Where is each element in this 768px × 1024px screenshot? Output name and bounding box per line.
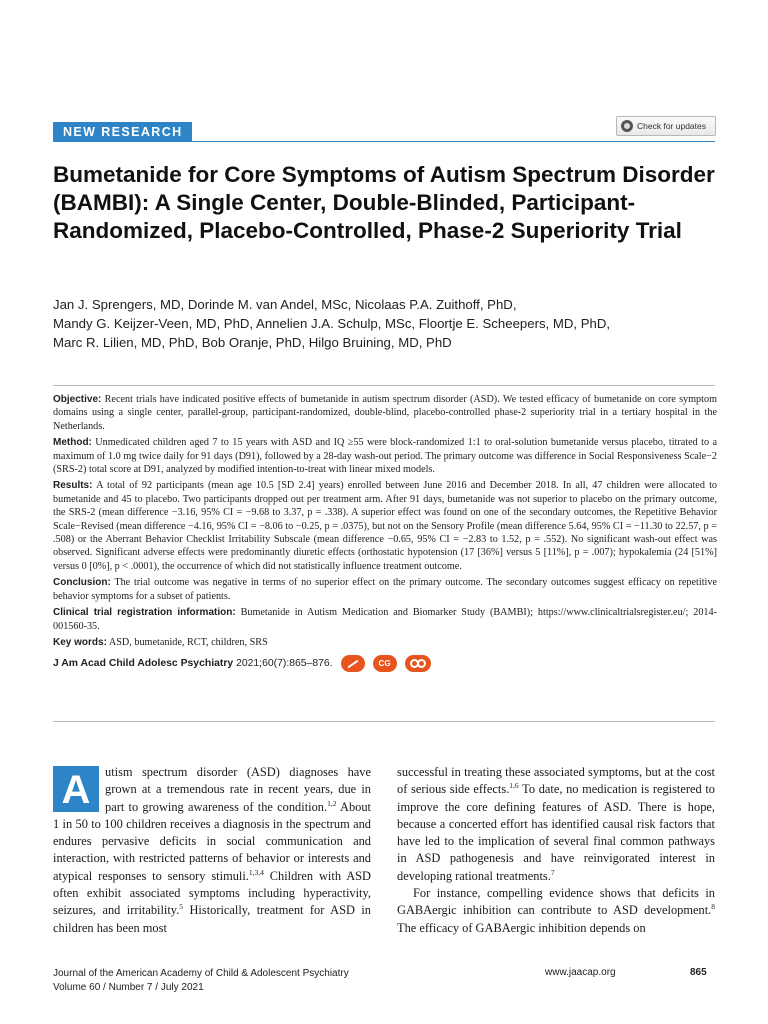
header-divider: [53, 141, 715, 142]
article-title: Bumetanide for Core Symptoms of Autism Spectrum Disorder (BAMBI): A Single Center, Double-Blinded, Participant-Randomized, Placebo-Controlled, Phase-2 Superiority Trial: [53, 162, 715, 243]
abstract-keywords: [53, 636, 717, 649]
abstract-registration: [53, 606, 717, 633]
pen-icon[interactable]: [341, 655, 365, 672]
abstract-top-rule: [53, 385, 715, 386]
objective-text: Recent trials have indicated positive effects of bumetanide in autism spectrum disorder (ASD). We tested efficacy of bumetanide on core symptom domains using a single center, parallel-group, participant-randomized, double-blind, placebo-controlled phase-2 superiority trial in a tertiary hospital in the Netherlands.: [53, 394, 717, 432]
footer-url[interactable]: www.jaacap.org: [545, 967, 616, 978]
authors-line-2: Mandy G. Keijzer-Veen, MD, PhD, Annelien J.A. Schulp, MSc, Floortje E. Scheepers, MD, PhD,: [53, 316, 611, 331]
reference[interactable]: 7: [550, 867, 555, 877]
section-badge: NEW RESEARCH: [53, 122, 192, 142]
authors-line-1: Jan J. Sprengers, MD, Dorinde M. van Andel, MSc, Nicolaas P.A. Zuithoff, PhD,: [53, 297, 517, 312]
paragraph: [397, 885, 715, 937]
body-column-right: [397, 764, 715, 937]
citation-text: [53, 657, 333, 670]
check-for-updates-button[interactable]: [616, 116, 716, 136]
body-text: utism spectrum disorder (ASD) diagnoses have grown at a tremendous rate in recent years, due in part to growing awareness of the condition.: [105, 765, 371, 814]
abstract-bottom-rule: [53, 721, 715, 722]
reference[interactable]: 8: [711, 902, 715, 912]
cg-icon[interactable]: CG: [373, 655, 397, 672]
citation-line: [53, 655, 717, 672]
page-number: 865: [690, 967, 707, 978]
registration-label: Clinical trial registration information:: [53, 607, 236, 619]
author-list: [53, 295, 723, 352]
body-column-left: [53, 764, 371, 937]
abstract-results: [53, 479, 717, 573]
paragraph: [397, 764, 715, 885]
results-label: Results:: [53, 480, 93, 492]
body-text: About 1 in 50 to 100 children receives a diagnosis in the spectrum and endures pervasive deficits in social communication and interaction, with restricted patterns of behavior or interests and atypical responses to sensory stimuli.: [53, 799, 371, 883]
abstract-conclusion: [53, 576, 717, 603]
body-text: Children with ASD often exhibit associated symptoms including hyperactivity, seizures, and irritability.: [53, 868, 371, 918]
abstract-objective: [53, 393, 717, 433]
authors-line-3: Marc R. Lilien, MD, PhD, Bob Oranje, PhD, Hilgo Bruining, MD, PhD: [53, 335, 452, 350]
keywords-text: ASD, bumetanide, RCT, children, SRS: [108, 636, 268, 648]
reference[interactable]: 1,6: [509, 781, 519, 791]
keywords-label: Key words:: [53, 636, 107, 648]
body-text: For instance, compelling evidence shows that deficits in GABAergic inhibition can contribute to ASD development.: [397, 886, 715, 918]
abstract-method: [53, 436, 717, 476]
update-icon: [621, 120, 633, 132]
check-for-updates-label: Check for updates: [637, 121, 706, 131]
reference[interactable]: 1,2: [327, 798, 337, 808]
abstract: [53, 393, 717, 672]
reference[interactable]: 1,3,4: [248, 867, 264, 877]
reference[interactable]: 5: [179, 902, 184, 912]
conclusion-label: Conclusion:: [53, 577, 111, 589]
citation-ref: 2021;60(7):865–876.: [236, 658, 333, 670]
registration-text: Bumetanide in Autism Medication and Biomarker Study (BAMBI); https://www.clinicaltrialsregister.eu/; 2014-001560-35.: [53, 607, 718, 632]
footer-issue: Volume 60 / Number 7 / July 2021: [53, 982, 204, 993]
method-label: Method:: [53, 437, 92, 449]
method-text: Unmedicated children aged 7 to 15 years with ASD and IQ ≥55 were block-randomized 1:1 to oral-solution bumetanide versus placebo, titrated to a maximum of 1.0 mg twice daily for 91 days (D91), followed by a 28-day wash-out period. The primary outcome was difference in Social Responsiveness Scale−2 (SRS-2) total score at D91, analyzed by modified intention-to-treat with linear mixed models.: [53, 437, 717, 476]
results-text: A total of 92 participants (mean age 10.5 [SD 2.4] years) enrolled between June 2016 and December 2018. In all, 47 children were allocated to bumetanide and 45 to placebo. Two participants dropped out per treatment arm. After 91 days, bumetanide was not superior to placebo on the primary outcome, the SRS-2 (mean difference −3.16, 95% CI = −9.68 to 3.37, p = .338). A superior effect was found on one of the secondary outcomes, the Repetitive Behavior Scale−Revised (mean difference −4.16, 95% CI = −8.06 to −0.25, p = .0375), but not on the Sensory Profile (mean difference 5.64, 95% CI = −11.30 to 22.57, p = .508) or the Aberrant Behavior Checklist Irritability Subscale (mean difference −0.65, 95% CI = −2.83 to 1.52, p = .552). No significant wash-out effect was observed. Significant adverse effects were predominantly diuretic effects (orthostatic hypotension (17 [36%] versus 5 [11%], p = .007); hypokalemia (24 [51%] versus 0 [0%], p < .0001), the occurrence of which did not statistically influence treatment outcome.: [53, 480, 717, 572]
conclusion-text: The trial outcome was negative in terms of no superior effect on the primary outcome. The secondary outcomes suggest efficacy on repetitive behavior symptoms for a subset of patients.: [53, 577, 717, 602]
rings-icon[interactable]: [405, 655, 431, 672]
body-text: successful in treating these associated symptoms, but at the cost of serious side effects.: [397, 765, 715, 797]
body-text: Historically, treatment for ASD in children has been most: [53, 903, 371, 935]
footer-journal-info: [53, 967, 349, 995]
body-text: The efficacy of GABAergic inhibition depends on: [397, 920, 646, 935]
footer-journal: Journal of the American Academy of Child & Adolescent Psychiatry: [53, 968, 349, 979]
citation-journal: J Am Acad Child Adolesc Psychiatry: [53, 658, 234, 670]
objective-label: Objective:: [53, 394, 102, 405]
drop-cap: A: [53, 766, 99, 812]
body-text: To date, no medication is registered to improve the core defining features of ASD. There is hope, because a concerted effort has identified causal risk factors that have led to the implication of several final common pathways in ASD pathogenesis and have reinvigorated interest in developing rational treatments.: [397, 782, 715, 883]
